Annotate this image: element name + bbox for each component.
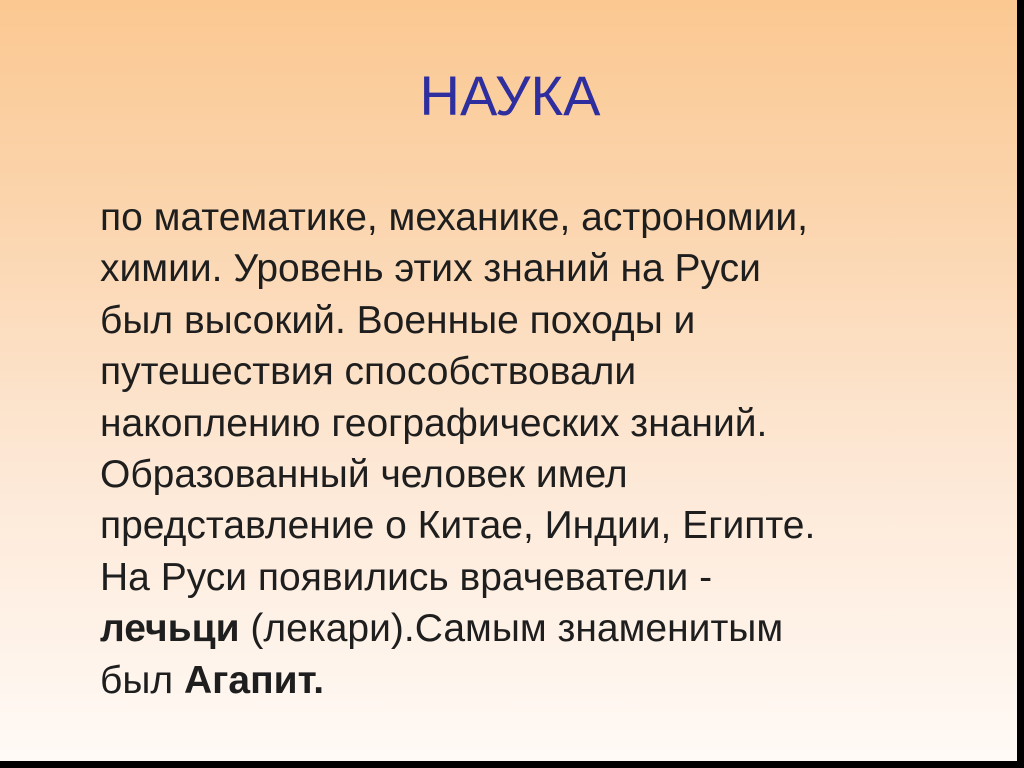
bold-name-agapit: Агапит.	[183, 658, 325, 702]
body-line: путешествия способствовали	[100, 350, 637, 394]
body-line: представление о Китае, Индии, Египте.	[100, 504, 816, 548]
bold-term-lechtsy: лечьци	[100, 607, 240, 651]
body-line	[100, 655, 1000, 706]
body-line: накоплению географических знаний.	[100, 401, 768, 445]
body-line: был высокий. Военные походы и	[100, 298, 696, 342]
body-line-prefix: был	[100, 658, 184, 702]
body-line: химии. Уровень этих знаний на Руси	[100, 247, 761, 291]
slide-body-text	[100, 192, 1000, 706]
body-line: На Руси появились врачеватели -	[100, 555, 713, 599]
body-line: по математике, механике, астрономии,	[100, 196, 809, 239]
body-line: Образованный человек имел	[100, 453, 628, 497]
slide-title: НАУКА	[419, 64, 601, 127]
body-line	[100, 603, 1000, 654]
body-line-rest: (лекари).Самым знаменитым	[239, 607, 784, 651]
